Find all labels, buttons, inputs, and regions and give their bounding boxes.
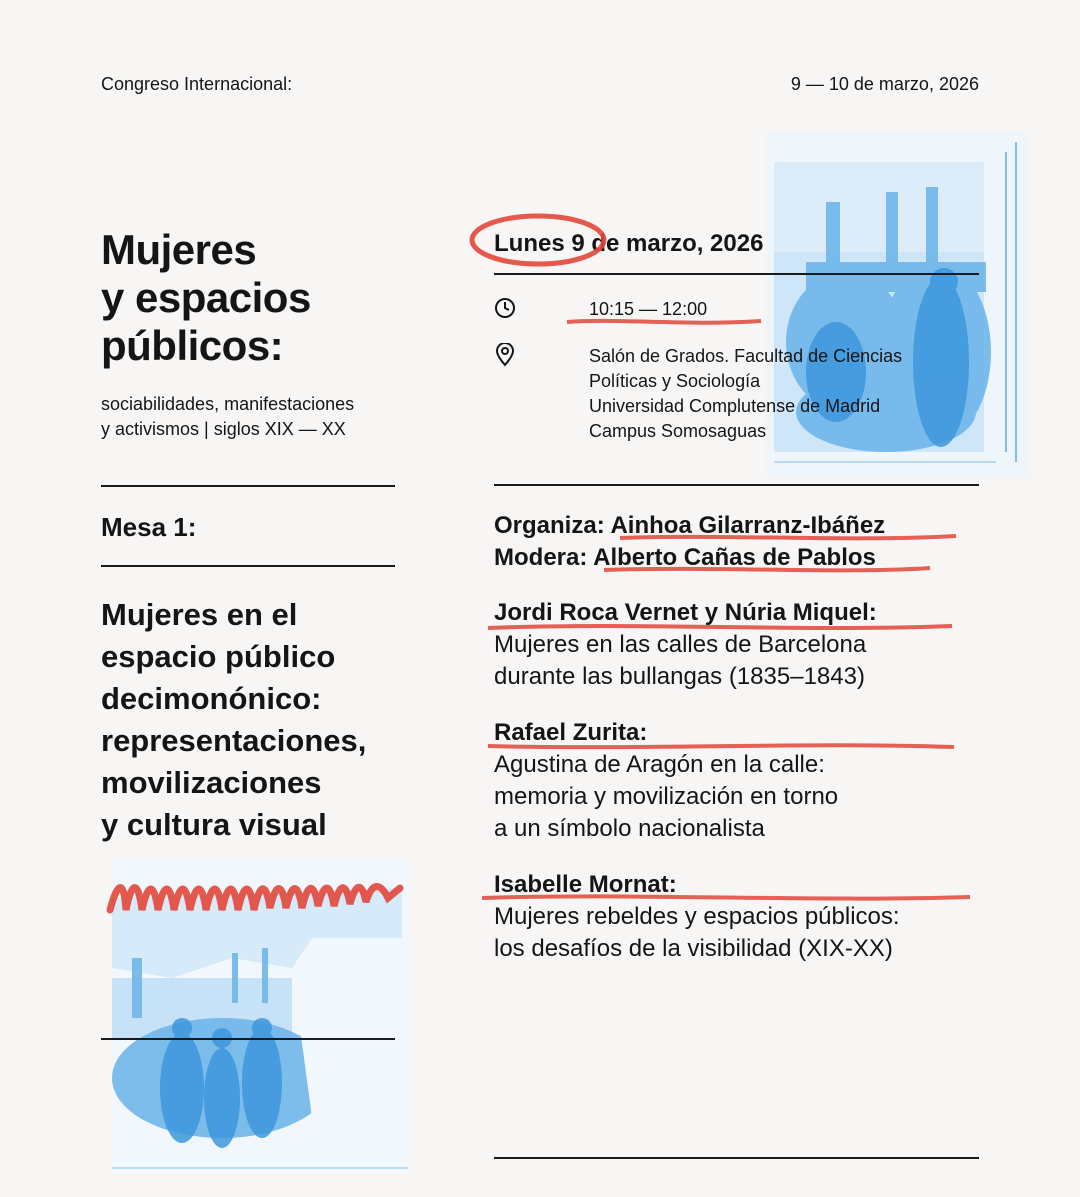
talk-speaker: Rafael Zurita: xyxy=(494,719,648,746)
subtitle-line-2: y activismos | siglos XIX — XX xyxy=(101,419,346,439)
red-underline-time xyxy=(565,316,765,330)
event-location xyxy=(589,344,902,444)
red-underline-talk-1 xyxy=(486,620,956,634)
talk-title-line: Agustina de Aragón en la calle: xyxy=(494,751,825,778)
subtitle-line-1: sociabilidades, manifestaciones xyxy=(101,394,355,414)
title-line-1: Mujeres xyxy=(101,226,257,273)
divider-left-1 xyxy=(101,485,395,487)
talk-title-line: los desafíos de la visibilidad (XIX-XX) xyxy=(494,935,893,962)
talk-2 xyxy=(494,717,974,845)
divider-left-3 xyxy=(101,1038,395,1040)
session-title-line: Mujeres en el xyxy=(101,597,298,632)
organizer-label: Organiza: xyxy=(494,512,605,539)
location-line: Universidad Complutense de Madrid xyxy=(589,396,881,416)
organizer-name: Ainhoa Gilarranz-Ibáñez xyxy=(610,512,886,539)
divider-right-1 xyxy=(494,273,979,275)
session-title xyxy=(101,594,366,846)
session-title-line: espacio público xyxy=(101,639,336,674)
location-line: Políticas y Sociología xyxy=(589,371,761,391)
event-time: 10:15 — 12:00 xyxy=(589,299,708,319)
talk-1 xyxy=(494,597,974,693)
red-scribble xyxy=(104,870,404,930)
congress-label: Congreso Internacional: xyxy=(101,74,293,94)
talk-title-line: Mujeres rebeldes y espacios públicos: xyxy=(494,903,900,930)
red-underline-roles xyxy=(600,530,962,580)
divider-right-2 xyxy=(494,484,979,486)
page-title xyxy=(101,226,311,370)
map-pin-icon xyxy=(495,343,515,372)
title-line-3: públicos: xyxy=(101,322,284,369)
talk-3 xyxy=(494,869,974,965)
session-title-line: movilizaciones xyxy=(101,765,322,800)
session-title-line: representaciones, xyxy=(101,723,367,758)
divider-right-3 xyxy=(494,1157,979,1159)
location-line: Salón de Grados. Facultad de Ciencias xyxy=(589,346,903,366)
talk-title-line: a un símbolo nacionalista xyxy=(494,815,765,842)
session-label: Mesa 1: xyxy=(101,512,197,542)
session-title-line: y cultura visual xyxy=(101,807,327,842)
event-date: Lunes 9 de marzo, 2026 xyxy=(494,230,764,257)
divider-left-2 xyxy=(101,565,395,567)
talk-speaker: Isabelle Mornat: xyxy=(494,871,677,898)
talk-speaker: Jordi Roca Vernet y Núria Miquel: xyxy=(494,599,877,626)
talk-title-line: durante las bullangas (1835–1843) xyxy=(494,663,865,690)
talk-title-line: memoria y movilización en torno xyxy=(494,783,839,810)
session-title-line: decimonónico: xyxy=(101,681,322,716)
title-line-2: y espacios xyxy=(101,274,311,321)
red-underline-talk-2 xyxy=(486,740,958,754)
congress-dates: 9 — 10 de marzo, 2026 xyxy=(790,74,979,94)
clock-icon xyxy=(494,297,516,324)
subtitle xyxy=(101,392,354,442)
red-circle-mark xyxy=(466,212,616,272)
red-underline-talk-3 xyxy=(480,890,974,906)
moderator-label: Modera: xyxy=(494,544,588,571)
location-line: Campus Somosaguas xyxy=(589,421,767,441)
moderator-name: Alberto Cañas de Pablos xyxy=(593,544,876,571)
talk-title-line: Mujeres en las calles de Barcelona xyxy=(494,631,867,658)
